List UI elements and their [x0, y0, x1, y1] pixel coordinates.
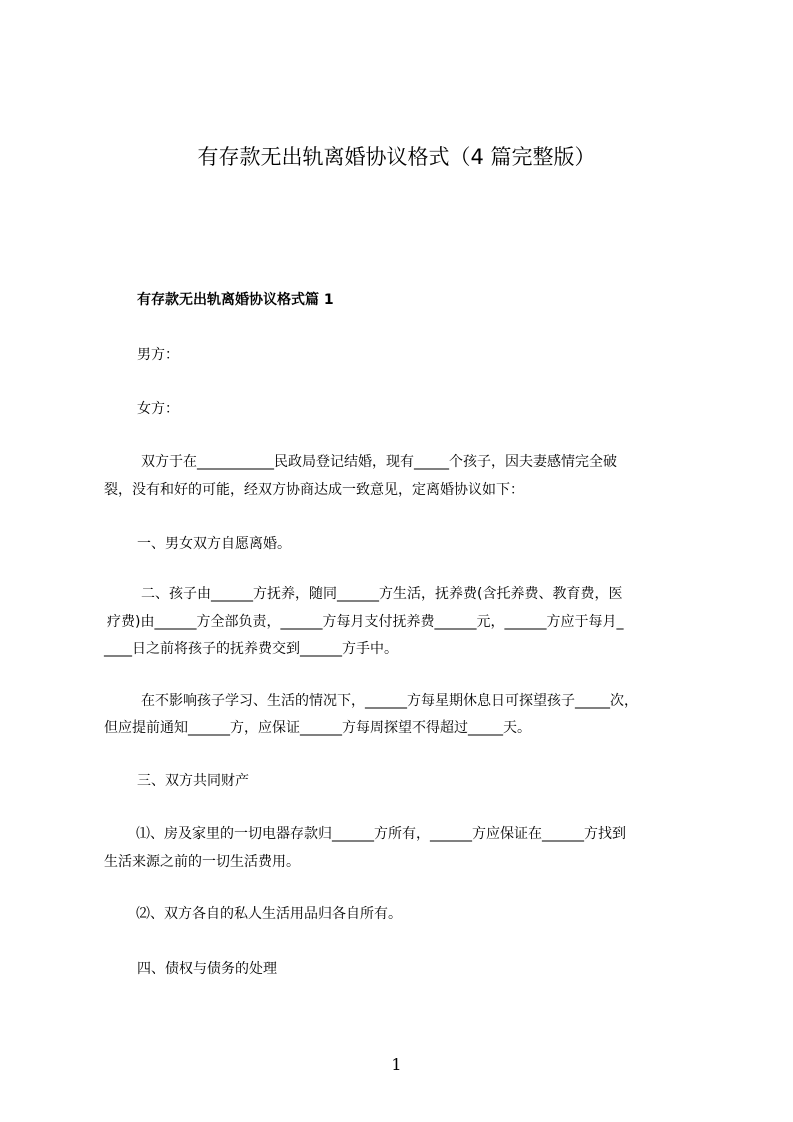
- clause-2-line-3: ____日之前将孩子的抚养费交到______方手中。: [104, 641, 398, 657]
- female-party-label: 女方：: [137, 401, 179, 417]
- clause-2-line-2: 疗费)由______方全部负责，______方每月支付抚养费______元，______方应于每月_: [107, 614, 624, 630]
- clause-2-line-1: 二、孩子由______方抚养，随同______方生活，抚养费(含托养费、教育费，医: [141, 586, 623, 602]
- clause-4: 四、债权与债务的处理: [137, 961, 277, 977]
- male-party-label: 男方：: [137, 347, 179, 363]
- property-item-1-line-2: 生活来源之前的一切生活费用。: [104, 854, 300, 870]
- intro-paragraph-line-1: 双方于在___________民政局登记结婚，现有_____个孩子，因夫妻感情完全破: [141, 454, 617, 470]
- intro-paragraph-line-2: 裂，没有和好的可能，经双方协商达成一致意见，定离婚协议如下：: [104, 482, 524, 498]
- document-title: 有存款无出轨离婚协议格式（4 篇完整版）: [197, 145, 596, 169]
- property-item-1-line-1: ⑴、房及家里的一切电器存款归______方所有，______方应保证在______方找到: [136, 826, 626, 842]
- visit-paragraph-line-1: 在不影响孩子学习、生活的情况下，______方每星期休息日可探望孩子_____次，: [141, 693, 638, 709]
- section-heading: 有存款无出轨离婚协议格式篇 1: [137, 292, 334, 308]
- clause-1: 一、男女双方自愿离婚。: [137, 536, 291, 552]
- clause-3: 三、双方共同财产: [137, 773, 249, 789]
- page-number: 1: [391, 1055, 402, 1074]
- visit-paragraph-line-2: 但应提前通知______方，应保证______方每周探望不得超过_____天。: [104, 720, 531, 736]
- property-item-2: ⑵、双方各自的私人生活用品归各自所有。: [136, 906, 402, 922]
